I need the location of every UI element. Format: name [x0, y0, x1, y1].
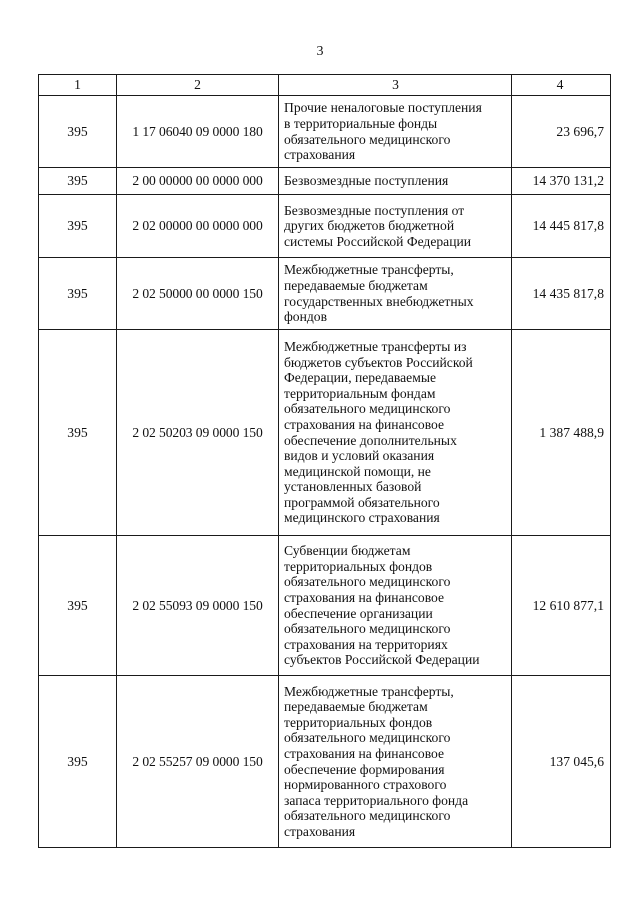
description-line: видов и условий оказания [284, 448, 435, 464]
description-line: передаваемые бюджетам [284, 277, 428, 293]
description-line: обязательного медицинского [284, 621, 451, 637]
description-line: Безвозмездные поступления [284, 173, 449, 189]
description-cell [279, 168, 512, 195]
amount-cell: 1 387 488,9 [512, 330, 611, 536]
admin-code-cell: 395 [39, 96, 117, 168]
description-line: страхования на финансовое [284, 416, 445, 432]
budget-code-cell: 2 02 00000 00 0000 000 [117, 195, 279, 258]
budget-code-cell: 2 02 55257 09 0000 150 [117, 676, 279, 848]
admin-code-cell: 395 [39, 195, 117, 258]
amount-cell: 14 445 817,8 [512, 195, 611, 258]
table-row [39, 168, 611, 195]
description-cell [279, 536, 512, 676]
description-line: Межбюджетные трансферты, [284, 262, 454, 278]
description-line: Безвозмездные поступления от [284, 202, 465, 218]
admin-code-cell: 395 [39, 258, 117, 330]
description-line: фондов [284, 309, 328, 325]
description-line: обязательного медицинского [284, 574, 451, 590]
admin-code-cell: 395 [39, 536, 117, 676]
column-header-4: 4 [512, 75, 611, 96]
description-cell [279, 676, 512, 848]
description-line: обязательного медицинского [284, 808, 451, 824]
description-line: Прочие неналоговые поступления [284, 100, 482, 116]
description-line: территориальным фондам [284, 385, 436, 401]
description-line: бюджетов субъектов Российской [284, 354, 473, 370]
description-line: территориальных фондов [284, 714, 433, 730]
table-row [39, 258, 611, 330]
description-line: медицинского страхования [284, 510, 440, 526]
column-header-3: 3 [279, 75, 512, 96]
description-line: обеспечение организации [284, 605, 433, 621]
description-cell [279, 258, 512, 330]
description-line: Федерации, передаваемые [284, 370, 436, 386]
column-header-1: 1 [39, 75, 117, 96]
description-line: медицинской помощи, не [284, 463, 431, 479]
description-line: обеспечение дополнительных [284, 432, 457, 448]
description-cell [279, 195, 512, 258]
description-line: страхования на территориях [284, 636, 448, 652]
budget-code-cell: 2 00 00000 00 0000 000 [117, 168, 279, 195]
table-header-row [39, 75, 611, 96]
amount-cell: 12 610 877,1 [512, 536, 611, 676]
budget-code-cell: 2 02 55093 09 0000 150 [117, 536, 279, 676]
page-number: 3 [316, 44, 324, 59]
admin-code-cell: 395 [39, 330, 117, 536]
description-line: обязательного медицинского [284, 131, 451, 147]
description-line: запаса территориального фонда [284, 792, 469, 808]
budget-code-cell: 2 02 50000 00 0000 150 [117, 258, 279, 330]
budget-code-cell: 1 17 06040 09 0000 180 [117, 96, 279, 168]
description-line: Межбюджетные трансферты из [284, 338, 467, 354]
admin-code-cell: 395 [39, 676, 117, 848]
description-line: обязательного медицинского [284, 401, 451, 417]
description-line: других бюджетов бюджетной [284, 218, 455, 234]
table-row [39, 330, 611, 536]
description-line: Субвенции бюджетам [284, 543, 411, 559]
table-row [39, 676, 611, 848]
admin-code-cell: 395 [39, 168, 117, 195]
description-line: субъектов Российской Федерации [284, 652, 480, 668]
amount-cell: 23 696,7 [512, 96, 611, 168]
description-line: программой обязательного [284, 494, 440, 510]
description-line: нормированного страхового [284, 777, 447, 793]
amount-cell: 14 370 131,2 [512, 168, 611, 195]
description-line: государственных внебюджетных [284, 293, 474, 309]
amount-cell: 14 435 817,8 [512, 258, 611, 330]
table-row [39, 536, 611, 676]
description-line: Межбюджетные трансферты, [284, 683, 454, 699]
table-row [39, 195, 611, 258]
description-line: установленных базовой [284, 479, 422, 495]
description-line: территориальных фондов [284, 558, 433, 574]
description-line: страхования на финансовое [284, 589, 445, 605]
description-cell [279, 96, 512, 168]
budget-table [38, 74, 611, 848]
budget-code-cell: 2 02 50203 09 0000 150 [117, 330, 279, 536]
description-line: передаваемые бюджетам [284, 699, 428, 715]
description-line: системы Российской Федерации [284, 233, 472, 249]
description-line: страхования на финансовое [284, 745, 445, 761]
description-line: обязательного медицинского [284, 730, 451, 746]
table-row [39, 96, 611, 168]
description-line: в территориальные фонды [284, 115, 438, 131]
description-line: страхования [284, 823, 356, 839]
description-line: обеспечение формирования [284, 761, 445, 777]
amount-cell: 137 045,6 [512, 676, 611, 848]
column-header-2: 2 [117, 75, 279, 96]
description-cell [279, 330, 512, 536]
description-line: страхования [284, 147, 356, 163]
